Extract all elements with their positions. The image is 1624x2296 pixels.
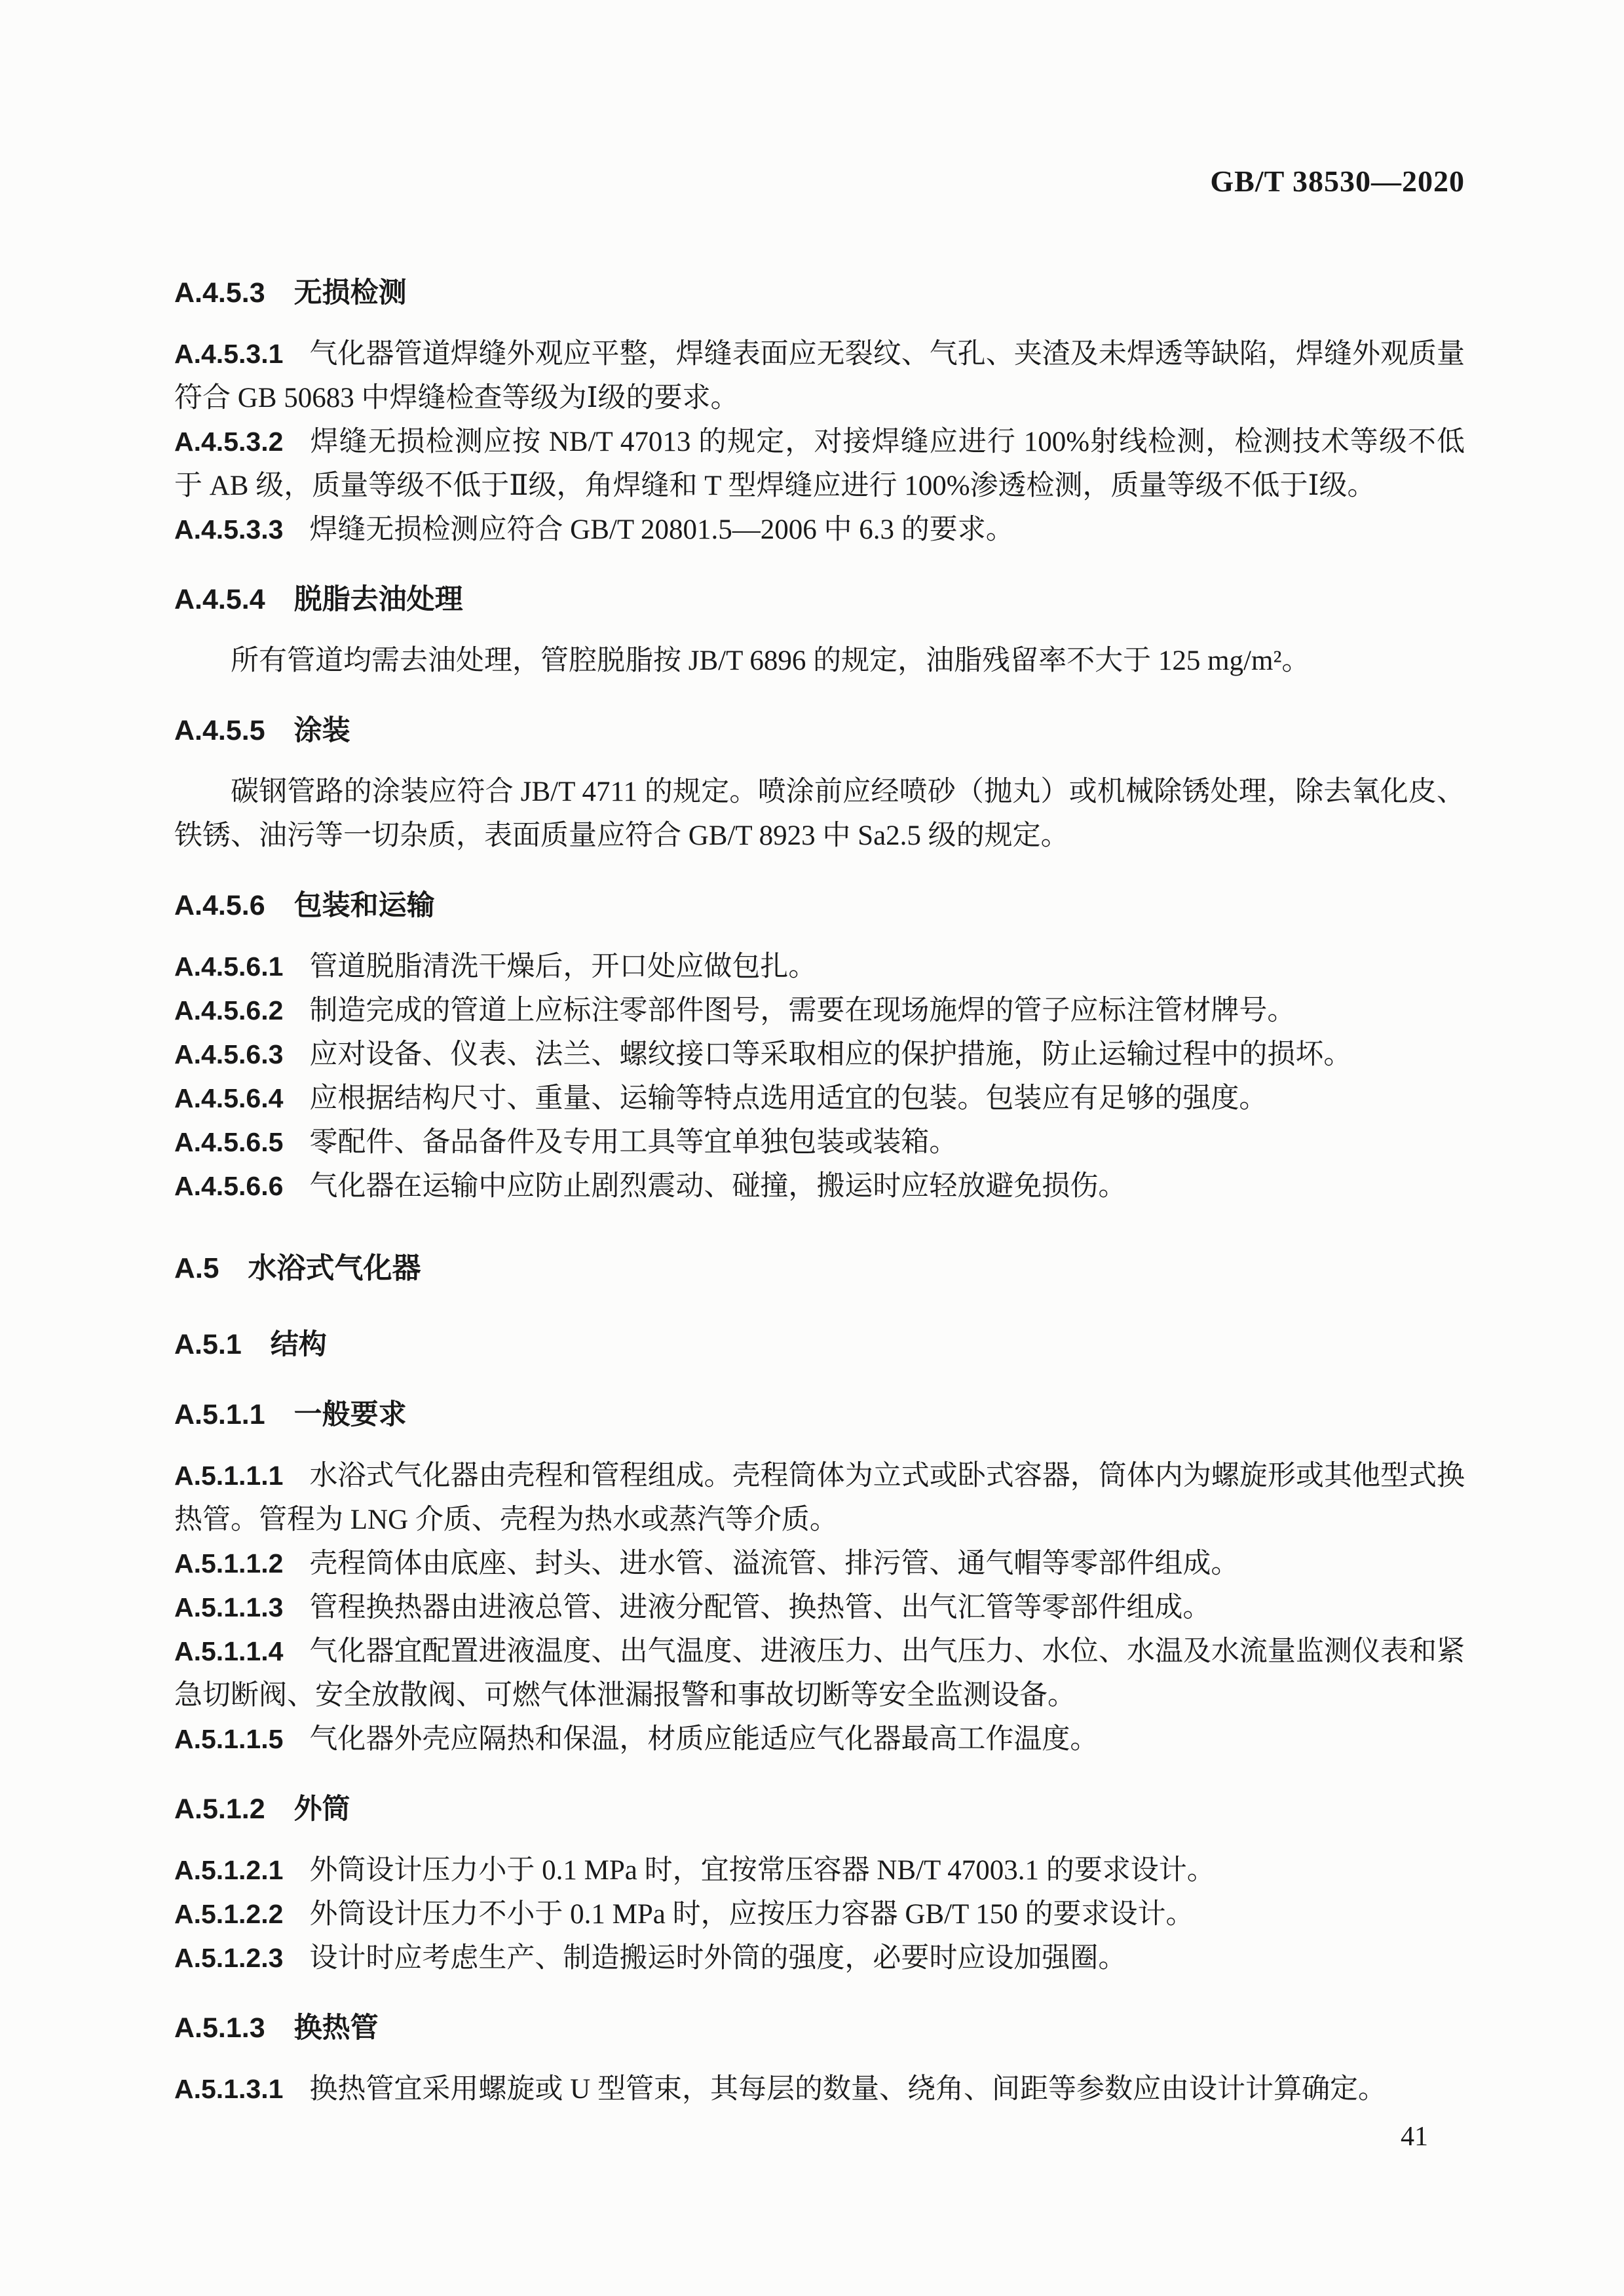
clause: [174, 1892, 1465, 1936]
section-heading: [174, 271, 1465, 315]
section-title: 无损检测: [293, 277, 407, 309]
clause: [174, 1630, 1465, 1717]
clause-text: 外筒设计压力小于 0.1 MPa 时，宜按常压容器 NB/T 47003.1 的要求设计。: [309, 1855, 1215, 1886]
section-heading: [174, 2006, 1465, 2050]
section-title: 水浴式气化器: [248, 1252, 421, 1284]
clause-number: A.5.1.1.3: [174, 1592, 284, 1622]
section-title: 结构: [270, 1329, 327, 1360]
section-heading: [174, 709, 1465, 753]
section-number: A.4.5.5: [174, 715, 265, 746]
clause: [174, 989, 1465, 1033]
page-number: 41: [1401, 2122, 1428, 2152]
clause-number: A.4.5.6.5: [174, 1127, 284, 1157]
clause-number: A.5.1.1.4: [174, 1636, 284, 1666]
section-heading: [174, 1788, 1465, 1831]
section-heading: [174, 1323, 1465, 1367]
clause: [174, 1936, 1465, 1980]
clause-text: 水浴式气化器由壳程和管程组成。壳程筒体为立式或卧式容器，筒体内为螺旋形或其他型式换热管。管程为 LNG 介质、壳程为热水或蒸汽等介质。: [174, 1461, 1465, 1535]
clause-number: A.5.1.1.1: [174, 1461, 284, 1491]
section-number: A.5.1.1: [174, 1399, 265, 1430]
clause-number: A.5.1.2.3: [174, 1943, 284, 1973]
clause-number: A.4.5.3.3: [174, 514, 284, 545]
clause-text: 焊缝无损检测应按 NB/T 47013 的规定，对接焊缝应进行 100%射线检测，检测技术等级不低于 AB 级，质量等级不低于Ⅱ级，角焊缝和 T 型焊缝应进行 100%渗透检测，质量等级不低于Ⅰ级。: [174, 427, 1465, 501]
clause-number: A.4.5.6.4: [174, 1083, 284, 1113]
section-number: A.5.1: [174, 1329, 242, 1360]
section-number: A.4.5.4: [174, 584, 265, 615]
clause-text: 管程换热器由进液总管、进液分配管、换热管、出气汇管等零部件组成。: [309, 1592, 1211, 1623]
clause-number: A.4.5.6.6: [174, 1171, 284, 1201]
section-number: A.4.5.6: [174, 890, 265, 921]
clause-number: A.4.5.3.2: [174, 427, 284, 457]
clause-text: 气化器在运输中应防止剧烈震动、碰撞，搬运时应轻放避免损伤。: [309, 1171, 1127, 1202]
section-heading: [174, 578, 1465, 622]
clause-text: 应对设备、仪表、法兰、螺纹接口等采取相应的保护措施，防止运输过程中的损坏。: [309, 1039, 1352, 1070]
clause-text: 设计时应考虑生产、制造搬运时外筒的强度，必要时应设加强圈。: [309, 1943, 1127, 1974]
clause-text: 气化器宜配置进液温度、出气温度、进液压力、出气压力、水位、水温及水流量监测仪表和紧急切断阀、安全放散阀、可燃气体泄漏报警和事故切断等安全监测设备。: [174, 1636, 1465, 1711]
section-title: 包装和运输: [293, 890, 435, 921]
clause-number: A.5.1.3.1: [174, 2074, 284, 2104]
clause-number: A.4.5.6.2: [174, 995, 284, 1025]
clause-text: 焊缝无损检测应符合 GB/T 20801.5—2006 中 6.3 的要求。: [309, 514, 1014, 545]
doc-code: GB/T 38530—2020: [1210, 164, 1465, 198]
clause: [174, 1120, 1465, 1164]
clause-number: A.5.1.1.5: [174, 1724, 284, 1754]
clause-number: A.5.1.2.1: [174, 1855, 284, 1885]
section-heading: [174, 1246, 1465, 1290]
clause-number: A.4.5.3.1: [174, 339, 284, 369]
clause-text: 气化器管道焊缝外观应平整，焊缝表面应无裂纹、气孔、夹渣及未焊透等缺陷，焊缝外观质量符合 GB 50683 中焊缝检查等级为Ⅰ级的要求。: [174, 339, 1465, 413]
clause: [174, 2067, 1465, 2111]
section-title: 脱脂去油处理: [293, 584, 463, 615]
clause: [174, 1848, 1465, 1892]
clause: [174, 508, 1465, 552]
clause-number: A.4.5.6.1: [174, 951, 284, 982]
indented-paragraph: 碳钢管路的涂装应符合 JB/T 4711 的规定。喷涂前应经喷砂（抛丸）或机械除锈处理，除去氧化皮、铁锈、油污等一切杂质，表面质量应符合 GB/T 8923 中 Sa2.5 级的规定。: [174, 776, 1465, 851]
section-number: A.5.1.2: [174, 1793, 265, 1825]
indented-paragraph: 所有管道均需去油处理，管腔脱脂按 JB/T 6896 的规定，油脂残留率不大于 125 mg/m²。: [231, 645, 1310, 676]
section-number: A.5.1.3: [174, 2012, 265, 2044]
clause: [174, 945, 1465, 989]
clause-text: 气化器外壳应隔热和保温，材质应能适应气化器最高工作温度。: [309, 1724, 1099, 1755]
clause-text: 管道脱脂清洗干燥后，开口处应做包扎。: [309, 951, 817, 982]
section-number: A.5: [174, 1252, 219, 1284]
section-title: 涂装: [293, 715, 350, 746]
clause: [174, 1717, 1465, 1761]
section-title: 外筒: [293, 1793, 350, 1825]
clause: [174, 1454, 1465, 1542]
section-heading: [174, 1393, 1465, 1437]
clause: [174, 1542, 1465, 1586]
clause: [174, 1033, 1465, 1077]
clause-number: A.4.5.6.3: [174, 1039, 284, 1069]
section-title: 一般要求: [293, 1399, 407, 1430]
clause: [174, 1164, 1465, 1208]
clause-text: 换热管宜采用螺旋或 U 型管束，其每层的数量、绕角、间距等参数应由设计计算确定。: [309, 2074, 1386, 2105]
clause-text: 零配件、备品备件及专用工具等宜单独包装或装箱。: [309, 1127, 958, 1158]
page-content: [174, 0, 1465, 2153]
section-number: A.4.5.3: [174, 277, 265, 309]
clause: [174, 1077, 1465, 1120]
clause: [174, 1586, 1465, 1630]
clause-number: A.5.1.2.2: [174, 1899, 284, 1929]
clause-text: 壳程筒体由底座、封头、进水管、溢流管、排污管、通气帽等零部件组成。: [309, 1548, 1239, 1579]
clause-number: A.5.1.1.2: [174, 1548, 284, 1578]
section-heading: [174, 884, 1465, 928]
clause: [174, 332, 1465, 420]
clause-text: 应根据结构尺寸、重量、运输等特点选用适宜的包装。包装应有足够的强度。: [309, 1083, 1268, 1114]
clause-text: 外筒设计压力不小于 0.1 MPa 时，应按压力容器 GB/T 150 的要求设计。: [309, 1899, 1194, 1930]
section-title: 换热管: [293, 2012, 379, 2044]
clause: [174, 420, 1465, 508]
clause-text: 制造完成的管道上应标注零部件图号，需要在现场施焊的管子应标注管材牌号。: [309, 995, 1296, 1026]
